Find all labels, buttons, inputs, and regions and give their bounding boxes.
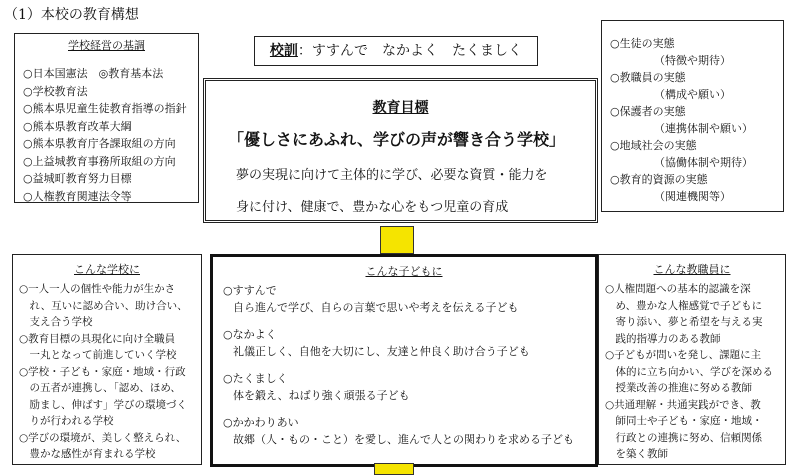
status-item: ○地域社会の実態 [610, 139, 697, 152]
educational-goal-slogan: 「優しさにあふれ、学びの声が響き合う学校」 [228, 130, 565, 149]
ideal-teacher-line: を築く教師 [605, 448, 668, 460]
management-item: ○学校教育法 [23, 84, 88, 98]
educational-goal-description: 身に付け、健康で、豊かな心をもつ児童の育成 [236, 200, 509, 215]
ideal-school-line: れ、互いに認め合い、助け合い、 [19, 299, 188, 312]
status-item: ○生徒の実態 [610, 37, 675, 50]
child-trait-title: ○なかよく [223, 328, 277, 341]
page-title: （1）本校の教育構想 [4, 7, 139, 23]
ideal-school-line: ○学校・子ども・家庭・地域・行政 [19, 365, 186, 378]
motto-separator: ： [297, 43, 312, 59]
ideal-teachers-box [598, 254, 786, 465]
management-item: ○益城町教育努力目標 [23, 172, 132, 185]
ideal-teacher-line: 践的指導力のある教師 [605, 332, 721, 345]
motto-text: すすんで なかよく たくましく [311, 43, 523, 59]
management-basis-title: 学校経営の基調 [68, 39, 145, 52]
status-item: ○教育的資源の実態 [610, 173, 708, 186]
management-item: ○熊本県教育庁各課取組の方向 [23, 137, 176, 150]
educational-goal-box [203, 78, 598, 223]
connector-children-bottom [374, 463, 414, 475]
ideal-school-line: りが行われる学校 [19, 415, 114, 427]
management-item: ○熊本県教育改革大綱 [23, 119, 132, 133]
status-item-detail: （協働体制や期待） [654, 156, 753, 169]
management-basis-box [14, 33, 199, 203]
school-motto-box [254, 36, 538, 66]
status-item: ○教職員の実態 [610, 71, 686, 84]
ideal-school-line: ○一人一人の個性や能力が生かさ [19, 283, 176, 295]
status-item-detail: （特徴や期待） [654, 54, 731, 67]
child-trait-title: ○すすんで [223, 284, 277, 297]
ideal-school-line: の五者が連携し、「認め、ほめ、 [19, 382, 181, 394]
ideal-teacher-line: ○子どもが問いを発し、課題に主 [605, 349, 762, 361]
ideal-school-line: 支え合う学校 [19, 316, 93, 328]
ideal-school-line: 豊かな感性が育まれる学校 [19, 448, 156, 460]
status-item-detail: （関連機関等） [654, 190, 731, 203]
ideal-teacher-line: ○人権問題への基本的認識を深 [605, 283, 751, 295]
management-item: ○日本国憲法 ◎教育基本法 [23, 67, 164, 80]
management-item: ○人権教育関連法令等 [23, 189, 132, 203]
child-trait-description: 体を鍛え、ねばり強く頑張る子ども [233, 389, 410, 402]
child-trait-description: 自ら進んで学び、自らの言葉で思いや考えを伝える子ども [233, 301, 519, 314]
ideal-teacher-line: ○共通理解・共通実践ができ、教 [605, 398, 761, 411]
ideal-teacher-line: 行政との連携に努め、信頼関係 [605, 431, 763, 444]
ideal-teacher-line: 体的に立ち向かい、学びを深める [605, 365, 773, 378]
status-item: ○保護者の実態 [610, 105, 686, 118]
motto-label: 校訓 [269, 43, 298, 59]
educational-goal-description: 夢の実現に向けて主体的に学び、必要な資質・能力を [236, 168, 548, 183]
educational-goal-title: 教育目標 [372, 100, 429, 116]
status-item-detail: （連携体制や願い） [654, 122, 753, 135]
child-trait-title: ○かかわりあい [223, 416, 299, 429]
ideal-children-title: こんな子どもに [365, 265, 443, 278]
ideal-school-title: こんな学校に [74, 263, 140, 276]
ideal-teachers-title: こんな教職員に [653, 263, 731, 276]
ideal-teacher-line: め、豊かな人権感覚で子どもに [605, 299, 763, 312]
ideal-school-line: ○学びの環境が、美しく整えられ、 [19, 431, 187, 444]
child-trait-description: 礼儀正しく、自他を大切にし、友達と仲良く助け合う子ども [233, 345, 530, 358]
ideal-teacher-line: 師同士や子ども・家庭・地域・ [605, 415, 763, 427]
ideal-teacher-line: 授業改善の推進に努める教師 [605, 382, 752, 394]
status-item-detail: （構成や願い） [654, 88, 731, 101]
ideal-school-line: ○教育目標の具現化に向け全職員 [19, 332, 176, 345]
child-trait-title: ○たくましく [223, 372, 288, 385]
management-item: ○熊本県児童生徒教育指導の指針 [23, 102, 187, 115]
connector-goal-to-children [380, 226, 414, 254]
ideal-children-box [210, 254, 598, 467]
ideal-school-line: 励まし、伸ばす」学びの環境づく [19, 398, 187, 411]
ideal-school-box [12, 254, 202, 465]
ideal-teacher-line: 寄り添い、夢と希望を与える実 [605, 316, 763, 328]
child-trait-description: 故郷（人・もの・こと）を愛し、進んで人との関わりを求める子ども [233, 433, 574, 446]
ideal-school-line: 一丸となって前進していく学校 [19, 349, 177, 361]
management-item: ○上益城教育事務所取組の方向 [23, 154, 176, 168]
current-status-box [601, 20, 784, 212]
